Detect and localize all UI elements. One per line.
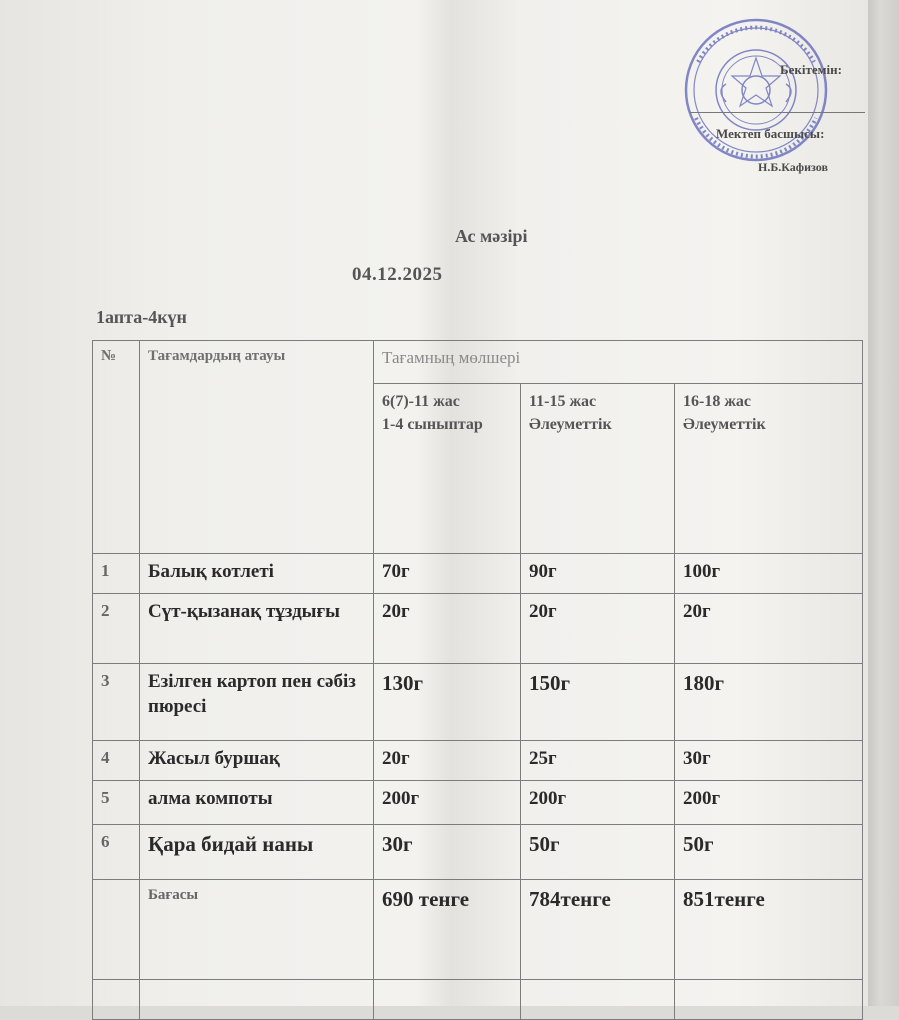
portion-value: 180г xyxy=(675,664,863,741)
empty-cell xyxy=(140,980,374,1020)
price-row-number xyxy=(93,880,140,980)
portion-value: 20г xyxy=(675,594,863,664)
age-group-header xyxy=(374,384,521,554)
row-number: 1 xyxy=(93,554,140,594)
portion-value: 200г xyxy=(521,781,675,825)
dish-name: Балық котлеті xyxy=(140,554,374,594)
table-row xyxy=(93,554,863,594)
signature-line xyxy=(690,112,865,113)
table-row-cut-off xyxy=(93,980,863,1020)
portion-value: 25г xyxy=(521,741,675,781)
table-row xyxy=(93,594,863,664)
empty-cell xyxy=(374,980,521,1020)
portion-value: 70г xyxy=(374,554,521,594)
portion-value: 20г xyxy=(374,741,521,781)
row-number: 2 xyxy=(93,594,140,664)
table-header-row xyxy=(93,341,863,384)
price-row xyxy=(93,880,863,980)
portion-value: 50г xyxy=(675,825,863,880)
table-row xyxy=(93,741,863,781)
document-title: Ас мәзірі xyxy=(455,226,528,246)
approval-title: Бекітемін: xyxy=(780,62,842,77)
dish-name: Езілген картоп пен сәбіз пюресі xyxy=(140,664,374,741)
price-value: 851тенге xyxy=(675,880,863,980)
age-group-label: 11-15 жас xyxy=(529,393,597,410)
row-number: 5 xyxy=(93,781,140,825)
paper-edge xyxy=(868,0,899,1006)
portion-value: 100г xyxy=(675,554,863,594)
age-group-header xyxy=(521,384,675,554)
age-group-sub-label: Әлеуметтік xyxy=(683,416,766,434)
price-label: Бағасы xyxy=(140,880,374,980)
empty-cell xyxy=(521,980,675,1020)
empty-cell xyxy=(675,980,863,1020)
portion-value: 20г xyxy=(374,594,521,664)
portion-value: 200г xyxy=(675,781,863,825)
portion-value: 30г xyxy=(374,825,521,880)
portion-value: 20г xyxy=(521,594,675,664)
age-group-label: 16-18 жас xyxy=(683,393,752,410)
dish-name: Жасыл буршақ xyxy=(140,741,374,781)
portion-value: 50г xyxy=(521,825,675,880)
table-row xyxy=(93,781,863,825)
portion-value: 130г xyxy=(374,664,521,741)
dish-name: Сүт-қызанақ тұздығы xyxy=(140,594,374,664)
price-value: 690 тенге xyxy=(374,880,521,980)
portion-value: 200г xyxy=(374,781,521,825)
age-group-label: 6(7)-11 жас xyxy=(382,393,460,410)
approval-name: Н.Б.Кафизов xyxy=(758,160,828,174)
age-group-sub-label: 1-4 сыныптар xyxy=(382,416,483,434)
week-day-label: 1апта-4күн xyxy=(96,307,187,327)
header-dish-name: Тағамдардың атауы xyxy=(140,341,374,554)
age-group-sub-label: Әлеуметтік xyxy=(529,416,612,434)
portion-value: 30г xyxy=(675,741,863,781)
document-date: 04.12.2025 xyxy=(352,264,443,285)
menu-table xyxy=(92,340,863,1020)
price-value: 784тенге xyxy=(521,880,675,980)
dish-name: алма компоты xyxy=(140,781,374,825)
portion-value: 150г xyxy=(521,664,675,741)
header-number: № xyxy=(93,341,140,554)
dish-name: Қара бидай наны xyxy=(140,825,374,880)
table-row xyxy=(93,825,863,880)
age-group-header xyxy=(675,384,863,554)
header-amount: Тағамның мөлшері xyxy=(374,341,863,384)
row-number: 3 xyxy=(93,664,140,741)
empty-cell xyxy=(93,980,140,1020)
approval-role: Мектеп басшысы: xyxy=(716,126,825,141)
portion-value: 90г xyxy=(521,554,675,594)
table-row xyxy=(93,664,863,741)
row-number: 6 xyxy=(93,825,140,880)
row-number: 4 xyxy=(93,741,140,781)
